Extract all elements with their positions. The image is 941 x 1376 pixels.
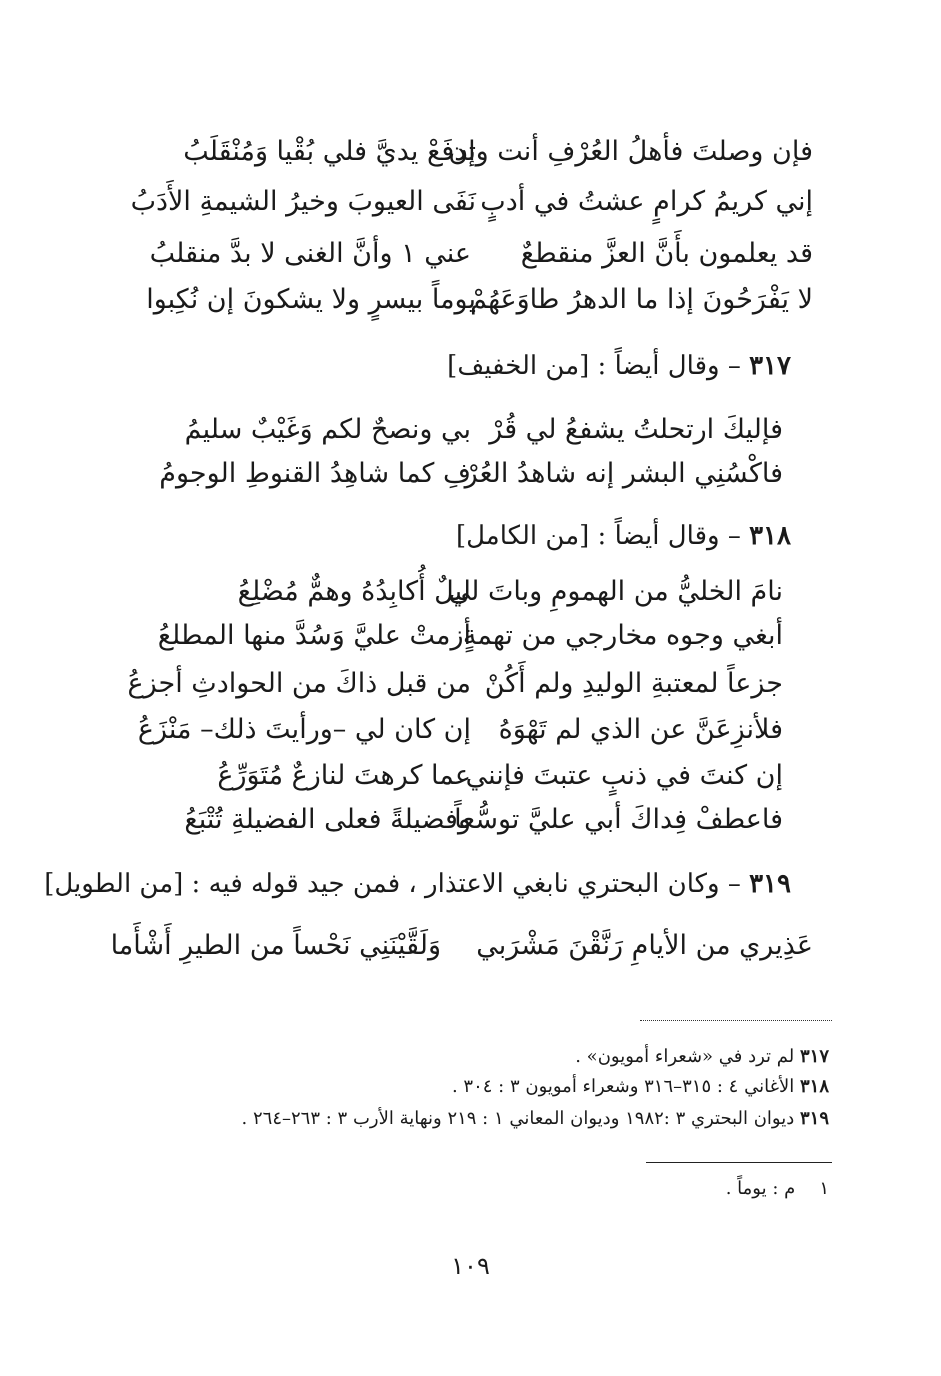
verse-hemistich-second: أزمتْ عليَّ وَسُدَّ منها المطلعُ (157, 620, 471, 651)
verse-hemistich-first: لا يَفْرَحُونَ إذا ما الدهرُ طاوَعَهُمْ (470, 284, 813, 315)
footnote-text: الأغاني ٤ : ٣١٥–٣١٦ وشعراء أمويون ٣ : ٣٠٤ . (451, 1076, 795, 1097)
verse-hemistich-first: إن كنتَ في ذنبٍ عتبتَ فإنني (465, 760, 783, 791)
footnote-number: ٣١٩ (799, 1108, 829, 1129)
verse-hemistich-first: جزعاً لمعتبةِ الوليدِ ولم أَكُنْ (484, 668, 783, 699)
section-heading-319 (44, 864, 791, 904)
verse-hemistich-second: وَلَقَّيْنَنِي نَحْساً من الطيرِ أَشْأَما (110, 930, 441, 961)
verse-hemistich-second: بي ونصحٌ لكم وَغَيْبٌ سليمُ (184, 414, 471, 445)
verse-hemistich-first: قد يعلمون بأَنَّ العزَّ منقطعٌ (520, 238, 813, 269)
section-heading-317 (447, 346, 791, 386)
verse-hemistich-second: إن كان لي –ورأيتَ ذلك– مَنْزَعُ (137, 714, 471, 745)
section-intro: – وقال أيضاً : [من الكامل] (455, 521, 741, 551)
verse-hemistich-second: عما كرهتَ لنازعٌ مُتَوَرِّعُ (217, 760, 471, 791)
verse-hemistich-first: أبغي وجوه مخارجي من تهمةٍ (462, 620, 783, 651)
footnote-number: ٣١٨ (799, 1076, 829, 1097)
verse-hemistich-first: فاكْسُنِي البشر إنه شاهدُ العُرْ (464, 458, 783, 489)
section-intro: – وقال أيضاً : [من الخفيف] (447, 351, 741, 381)
apparatus-note (726, 1176, 829, 1202)
verse-hemistich-second: عني ١ وأنَّ الغنى لا بدَّ منقلبُ (149, 238, 471, 269)
verse-hemistich-second: تدفَعْ يديَّ فلي بُقْيا وَمُنْقَلَبُ (183, 136, 476, 167)
verse-hemistich-second: فِ كما شاهِدُ القنوطِ الوجومُ (159, 458, 471, 489)
verse-hemistich-first: عَذِيري من الأيامِ رَنَّقْنَ مَشْرَبي (476, 930, 813, 961)
section-number: ٣١٩ (749, 869, 791, 899)
verse-hemistich-first: فلأنزِعَنَّ عن الذي لم تَهْوَهُ (498, 714, 783, 745)
footnote-text: ديوان البحتري ٣ :١٩٨٢ وديوان المعاني ١ : ٢١٩ ونهاية الأرب ٣ : ٢٦٣–٢٦٤ . (241, 1108, 795, 1129)
footnote-number: ٣١٧ (799, 1046, 829, 1067)
section-number: ٣١٧ (749, 351, 791, 381)
verse-hemistich-second: نَفَى العيوبَ وخيرُ الشيمةِ الأَدَبُ (130, 186, 476, 217)
verse-hemistich-first: إني كريمُ كرامٍ عشتُ في أدبٍ (480, 186, 813, 217)
footnote (452, 1074, 829, 1100)
verse-hemistich-first: نامَ الخليُّ من الهمومِ وباتَ لي (448, 576, 783, 607)
verse-hemistich-second: ليلٌ أُكابِدُهُ وهمٌّ مُضْلِعُ (237, 576, 471, 607)
verse-hemistich-second: وفضيلةً فعلى الفضيلةِ تُتْبَعُ (184, 804, 471, 835)
footnote (242, 1106, 829, 1132)
verse-hemistich-first: فإليكَ ارتحلتُ يشفعُ لي قُرْ (489, 414, 783, 445)
apparatus-divider (646, 1162, 832, 1163)
section-heading-318 (456, 516, 791, 556)
footnote (575, 1044, 829, 1070)
apparatus-number: ١ (819, 1178, 829, 1199)
verse-hemistich-first: فاعطفْ فِداكَ أبي عليَّ توسُّعاً (454, 804, 783, 835)
section-intro: – وكان البحتري نابغي الاعتذار ، فمن جيد قوله فيه : [من الطويل] (44, 869, 741, 899)
section-number: ٣١٨ (749, 521, 791, 551)
verse-hemistich-first: فإن وصلتَ فأهلُ العُرْفِ أنت وإن (448, 136, 813, 167)
verse-hemistich-second: يوماً بيسرٍ ولا يشكونَ إن نُكِبوا (146, 284, 476, 315)
apparatus-text: م : يوماً . (725, 1178, 796, 1199)
verse-hemistich-second: من قبل ذاكَ من الحوادثِ أجزعُ (127, 668, 471, 699)
footnote-divider (640, 1020, 832, 1021)
footnote-text: لم ترد في «شعراء أمويون» . (575, 1046, 795, 1067)
page-number: ١٠٩ (451, 1252, 490, 1280)
